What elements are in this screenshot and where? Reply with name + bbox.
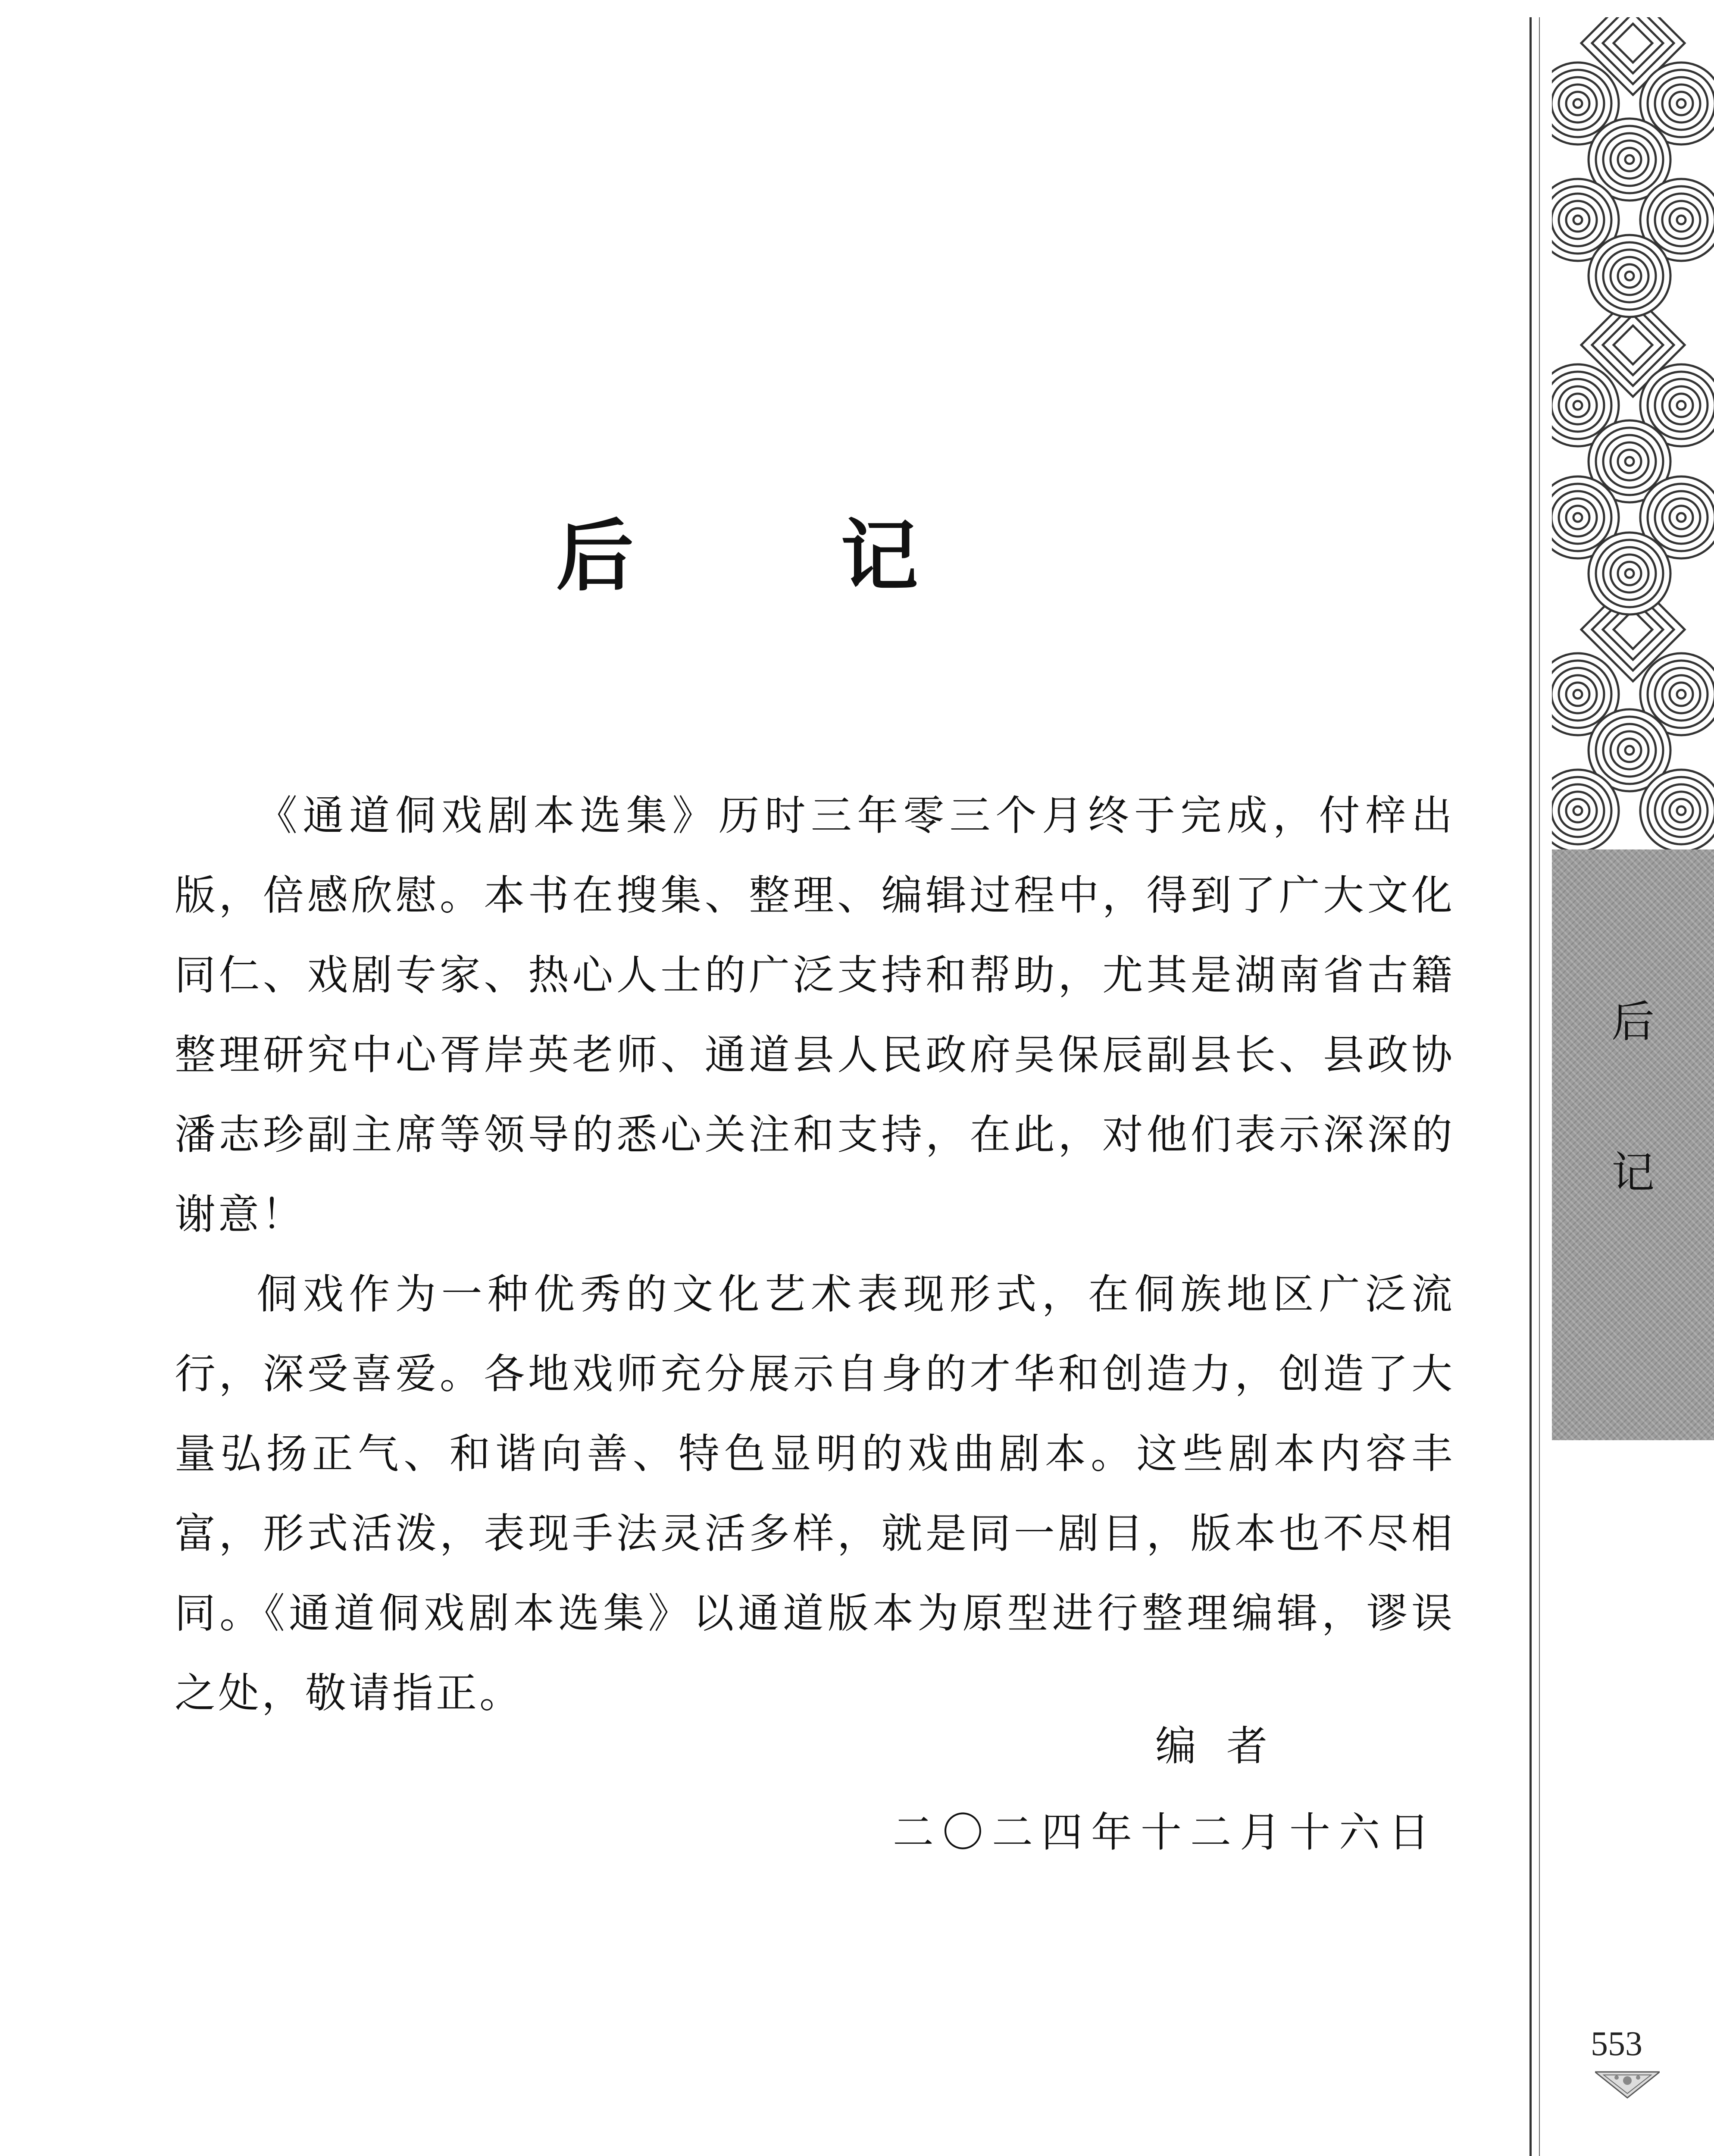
- margin-rule-inner: [1539, 17, 1540, 2156]
- side-tab-char-2: 记: [1611, 1147, 1655, 1198]
- paragraph-1: 《通道侗戏剧本选集》历时三年零三个月终于完成，付梓出版，倍感欣慰。本书在搜集、整理、编辑过程中，得到了广大文化同仁、戏剧专家、热心人士的广泛支持和帮助，尤其是湖南省古籍整理研究中心胥岸英老师、通道县人民政府吴保辰副县长、县政协潘志珍副主席等领导的悉心关注和支持，在此，对他们表示深深的谢意！: [175, 792, 1455, 1238]
- signature-date: 二〇二四年十二月十六日: [892, 1809, 1438, 1856]
- margin-rule-outer: [1529, 17, 1532, 2156]
- signature-role: 编者: [1155, 1723, 1298, 1770]
- page-title: 后 记: [556, 511, 983, 602]
- page-number: 553: [1591, 2025, 1642, 2063]
- cloud-wave-icon: [1552, 17, 1714, 849]
- body-text: [175, 776, 1455, 1733]
- page-ornament-icon: [1595, 2070, 1660, 2102]
- paragraph-2: 侗戏作为一种优秀的文化艺术表现形式，在侗族地区广泛流行，深受喜爱。各地戏师充分展示自身的才华和创造力，创造了大量弘扬正气、和谐向善、特色显明的戏曲剧本。这些剧本内容丰富，形式活泼，表现手法灵活多样，就是同一剧目，版本也不尽相同。《通道侗戏剧本选集》以通道版本为原型进行整理编辑，谬误之处，敬请指正。: [175, 1271, 1455, 1717]
- chapter-side-tab: [1552, 849, 1714, 1440]
- side-tab-char-1: 后: [1611, 997, 1655, 1047]
